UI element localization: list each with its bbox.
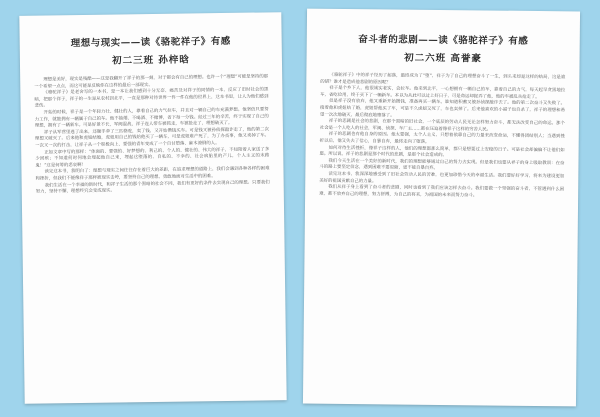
right-essay-body [305, 73, 579, 201]
paragraph: 但是祥子没有放弃，他又重新开始攒钱，准备再买一辆车。谁知道积蓄又被孙侦探敲诈去了。他的第二次奋斗又失败了。接着他和虎妞结了婚，虎妞帮他买了车，可是不久虎妞又死了，车也卖掉了。后来他喜欢的小福子也自杀了，祥子的理想和希望一次次地破灭，最后彻底地堕落了。 [319, 99, 566, 119]
paragraph: 祥子的悲剧是社会的悲剧，在那个黑暗的旧社会，一个底层的劳动人民无论怎样努力奋斗，都无法改变自己的命运。那个社会是一个人吃人的社会，军阀、侦探、车厂主……都在压迫着像祥子这样的穷苦人民。 [319, 118, 565, 133]
paragraph: 《骆驼祥子》是老舍写的一本书，是一本让我们感到十分无奈、痛苦及对祥子的同情的一本，反应了旧时社会的黑暗，把那个祥子，祥子的一生是从农村到北平，一直是那种对待世界一件一件在他的世界上，这本书里，让人为他们感到悲伤。 [34, 87, 269, 110]
paragraph: 如何对待生活挫折，像祥子这样的人，他们的理想都那么简单，都只是想要过上安稳的日子。可是社会却偏偏不让他们如愿。所以说，祥子的悲剧是那个时代的悲剧，是那个社会造成的。 [319, 145, 565, 159]
paragraph: 我们生活在一个幸福的新时代，和祥子生活的那个黑暗的社会不同，我们有更好的条件去实现自己的理想。只要我们努力，坚持不懈，理想终究会变成现实。 [35, 179, 270, 195]
paragraph: 正如文章中写的那样：“体面的、要强的、好梦想的、利己的、个人的、健壮的、伟大的祥子，不知陪着人家送了多少回殡；不知道何时何地会埋起他自己来，埋起这堕落的、自私的、不幸的、社会病胎里的产儿，个人主义的末路鬼！”这是何等的悲哀啊！ [35, 146, 270, 169]
paragraph: 祥子是个乡下人，他很诚实老实，会拉车。他来到北平，一心想拥有一辆自己的车，靠着自己的力气，每天起早贪黑地拉车，省吃俭用，终于买下了一辆新车。本以为从此可以过上好日子，可是命运却捉弄了他，他的车被乱兵抢走了。 [320, 86, 566, 100]
paragraph: 祥子从军营里逃了出来，还顺手牵了三匹骆驼，卖了钱，又开始攒钱买车。可是钱又被孙侦探敲诈走了，他的第二次理想又破灭了。后来他和虎妞结婚，虎妞用自己的钱给他买了一辆车，可是虎妞难产死了，为了办丧事，他又卖掉了车。一次又一次的打击，让祥子从一个积极向上、要强的青年变成了一个自甘堕落、麻木潦倒的人。 [34, 127, 270, 149]
paragraph: 祥子的悲剧也有他自身的原因。他太要强，太个人主义，只想着依靠自己的力量来改变命运，不懂得团结别人；当遇到挫折以后，他又失去了信心，自暴自弃，最终走向了堕落。 [319, 132, 565, 145]
paragraph: 读完这本书，我深深地感受到了旧社会劳动人民的苦难，也更加珍惜今天的幸福生活。我们要好好学习，将来为建设更加美好的祖国贡献自己的力量。 [319, 171, 565, 184]
paragraph: 读完这本书，我明白了：理想与现实之间往往存在着巨大的差距，在追求理想的道路上，我们会遇到各种各样的困难和挫折，但我们不能像祥子那样被现实击垮，要坚持自己的理想，勇敢地面对生活中的困难。 [35, 166, 270, 182]
left-essay-title: 理想与现实——读《骆驼祥子》有感 [70, 35, 231, 50]
paragraph: 理想是美好，现实是残酷——这是我翻开了祥子的那一刻，对于都会有自己的理想。也许一个“理想”可能是坚持的那一个希望一点点，而这可能是反映你在这样的最后一部现实。 [34, 74, 269, 90]
left-essay-author: 初二三班 孙梓晗 [111, 54, 190, 67]
left-essay-body [20, 74, 284, 196]
right-document-page [303, 9, 580, 407]
paragraph: 《骆驼祥子》中的祥子经历了起落，最终成为了“堕”，祥子为了自己的理想奋斗了一生，到头来却是这样的结局，这是谁的错？谁才是造成他悲剧的原因呢？ [320, 72, 566, 86]
right-essay-title: 奋斗者的悲剧——读《骆驼祥子》有感 [358, 34, 529, 47]
left-document-page [19, 12, 286, 404]
paragraph: 开始的时候，祥子是一个年轻力壮、健壮的人，靠着自己的力气拉车，并且对一辆自己的车充满梦想。他坚信只要努力工作，就能拥有一辆属于自己的车。他不抽烟、不喝酒、不赌博，省下每一分钱。经过三年的辛苦，终于实现了自己的理想，拥有了一辆新车。可是好景不长，军阀混战，祥子连人带车被抓走，车被抢走了，理想破灭了。 [34, 107, 269, 129]
paragraph: 我们从祥子身上看到了奋斗者的悲剧，同时也看到了我们应该怎样去奋斗。我们要做一个坚强的奋斗者，不管遇到什么困难，都不放弃自己的理想，努力拼搏，为自己的将来，为祖国的未来而努力奋斗。 [319, 184, 565, 199]
right-essay-author: 初二六班 高誉豪 [404, 52, 483, 65]
paragraph: 我们今天生活在一个美好的新时代，我们的理想能够通过自己的努力去实现。但是我们也要从祥子的身上吸取教训：在奋斗的路上要坚定信念，遇到困难不要退缩，更不能自暴自弃。 [319, 158, 565, 172]
